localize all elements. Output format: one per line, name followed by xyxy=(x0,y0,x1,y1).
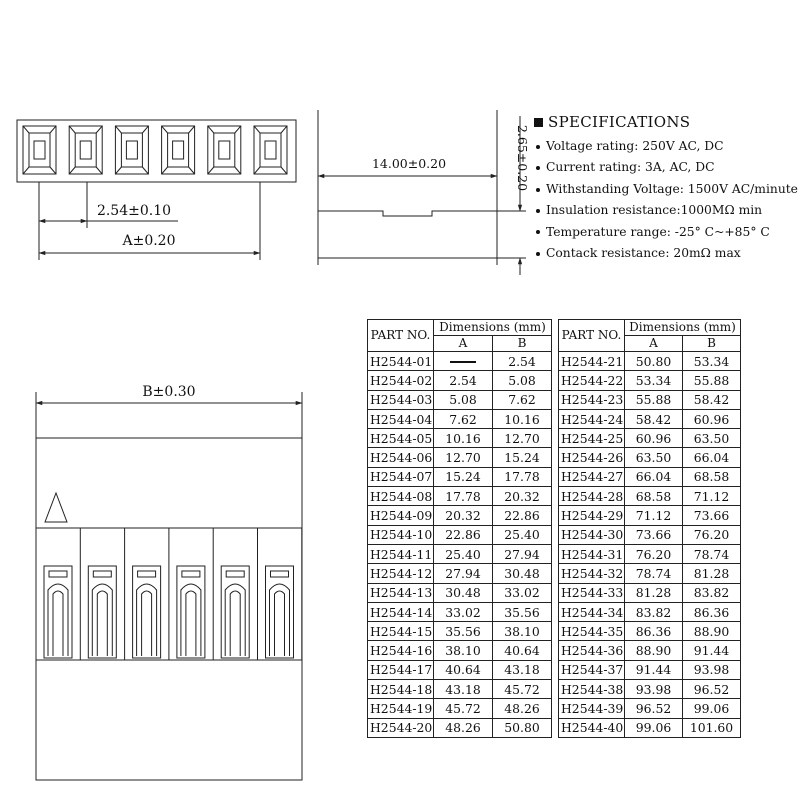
part-number-cell: H2544-12 xyxy=(368,564,434,583)
dimension-b-cell: 38.10 xyxy=(493,622,552,641)
part-number-cell: H2544-19 xyxy=(368,699,434,718)
dimension-a-cell: 73.66 xyxy=(625,525,683,544)
table-row xyxy=(559,390,741,409)
table-row xyxy=(559,680,741,699)
front-view-contact xyxy=(88,528,124,660)
spec-text: Current rating: 3A, AC, DC xyxy=(546,160,715,175)
square-bullet-icon xyxy=(534,118,543,127)
specifications-heading xyxy=(534,112,796,132)
table-row xyxy=(368,448,552,467)
dimension-a-cell: 25.40 xyxy=(434,544,493,563)
part-number-cell: H2544-31 xyxy=(559,544,625,563)
dimension-a-cell: 53.34 xyxy=(625,371,683,390)
dash-mark xyxy=(450,361,476,362)
dimension-b-cell: 22.86 xyxy=(493,506,552,525)
dimension-a-cell: 40.64 xyxy=(434,660,493,679)
part-number-cell: H2544-21 xyxy=(559,352,625,371)
bullet-icon xyxy=(536,188,540,192)
dimension-b-cell: 35.56 xyxy=(493,602,552,621)
top-view-pin-cavity xyxy=(208,126,241,174)
part-number-cell: H2544-17 xyxy=(368,660,434,679)
dimension-b-cell: 40.64 xyxy=(493,641,552,660)
table-row xyxy=(559,583,741,602)
part-number-cell: H2544-30 xyxy=(559,525,625,544)
dimension-b-cell: 33.02 xyxy=(493,583,552,602)
dimension-b-cell: 48.26 xyxy=(493,699,552,718)
table-row xyxy=(368,429,552,448)
dimension-a-cell: 58.42 xyxy=(625,409,683,428)
part-number-cell: H2544-06 xyxy=(368,448,434,467)
front-view-contact xyxy=(221,528,257,660)
part-no-header: PART NO. xyxy=(559,320,625,352)
part-number-cell: H2544-35 xyxy=(559,622,625,641)
table-row xyxy=(368,641,552,660)
dimension-b-cell: 20.32 xyxy=(493,487,552,506)
spec-item xyxy=(534,179,796,200)
table-row xyxy=(559,602,741,621)
table-row xyxy=(368,409,552,428)
pitch-label: 2.54±0.10 xyxy=(96,203,172,219)
dimension-a-cell: 22.86 xyxy=(434,525,493,544)
dimension-a-cell xyxy=(434,352,493,371)
bullet-icon xyxy=(536,209,540,213)
dimension-a-cell: 83.82 xyxy=(625,602,683,621)
dimension-a-cell: 43.18 xyxy=(434,680,493,699)
dimension-a-cell: 45.72 xyxy=(434,699,493,718)
pin-one-triangle xyxy=(45,493,67,522)
col-b-header: B xyxy=(683,336,741,352)
dimension-b-cell: 96.52 xyxy=(683,680,741,699)
part-number-cell: H2544-16 xyxy=(368,641,434,660)
part-number-cell: H2544-08 xyxy=(368,487,434,506)
table-row xyxy=(368,602,552,621)
table-row xyxy=(559,352,741,371)
table-row xyxy=(559,409,741,428)
dimension-a-cell: 55.88 xyxy=(625,390,683,409)
spec-item xyxy=(534,200,796,221)
dimension-b-cell: 10.16 xyxy=(493,409,552,428)
part-number-cell: H2544-03 xyxy=(368,390,434,409)
table-row xyxy=(559,564,741,583)
table-row xyxy=(368,699,552,718)
specifications-title: SPECIFICATIONS xyxy=(548,113,691,131)
part-number-cell: H2544-23 xyxy=(559,390,625,409)
table-row xyxy=(368,660,552,679)
dimension-b-cell: 71.12 xyxy=(683,487,741,506)
spec-item xyxy=(534,136,796,157)
top-view-pin-cavity xyxy=(69,126,102,174)
table-row xyxy=(368,583,552,602)
dimension-a-cell: 30.48 xyxy=(434,583,493,602)
dimensions-header: Dimensions (mm) xyxy=(434,320,552,336)
front-view xyxy=(36,384,302,780)
part-number-cell: H2544-11 xyxy=(368,544,434,563)
top-view-pin-cavity xyxy=(115,126,148,174)
front-view-contact xyxy=(44,528,80,660)
height-label: 2.65±0.20 xyxy=(515,124,530,192)
specifications-panel xyxy=(534,112,796,264)
table-row xyxy=(368,622,552,641)
dimension-a-cell: 15.24 xyxy=(434,467,493,486)
spec-text: Withstanding Voltage: 1500V AC/minute xyxy=(546,181,798,196)
front-view-pins xyxy=(44,528,302,660)
table-row xyxy=(559,718,741,737)
part-no-header: PART NO. xyxy=(368,320,434,352)
part-number-table-1 xyxy=(367,319,552,738)
dimension-b-cell: 50.80 xyxy=(493,718,552,737)
bullet-icon xyxy=(536,230,540,234)
dimension-b-cell: 83.82 xyxy=(683,583,741,602)
table-row xyxy=(368,680,552,699)
dimension-a-cell: 48.26 xyxy=(434,718,493,737)
front-view-contact xyxy=(177,528,213,660)
side-view-body xyxy=(318,211,497,258)
table-row xyxy=(559,641,741,660)
table-row xyxy=(368,506,552,525)
table-row xyxy=(559,487,741,506)
part-number-cell: H2544-26 xyxy=(559,448,625,467)
dimension-b-cell: 5.08 xyxy=(493,371,552,390)
dimension-a-cell: 20.32 xyxy=(434,506,493,525)
table-row xyxy=(368,544,552,563)
part-number-cell: H2544-09 xyxy=(368,506,434,525)
dimension-a-cell: 71.12 xyxy=(625,506,683,525)
bullet-icon xyxy=(536,252,540,256)
part-number-cell: H2544-01 xyxy=(368,352,434,371)
part-number-cell: H2544-37 xyxy=(559,660,625,679)
part-number-cell: H2544-04 xyxy=(368,409,434,428)
dimension-a-cell: 78.74 xyxy=(625,564,683,583)
dimension-a-cell: 96.52 xyxy=(625,699,683,718)
dimension-a-cell: 38.10 xyxy=(434,641,493,660)
dimension-b-cell: 60.96 xyxy=(683,409,741,428)
table-row xyxy=(559,525,741,544)
dimension-b-cell: 43.18 xyxy=(493,660,552,679)
table-row xyxy=(368,371,552,390)
dimension-a-cell: 12.70 xyxy=(434,448,493,467)
dimensions-header: Dimensions (mm) xyxy=(625,320,741,336)
dimension-a-cell: 91.44 xyxy=(625,660,683,679)
table-row xyxy=(559,544,741,563)
a-dimension-label: A±0.20 xyxy=(122,233,176,249)
part-number-cell: H2544-33 xyxy=(559,583,625,602)
dimension-a-cell: 68.58 xyxy=(625,487,683,506)
dimension-a-cell: 10.16 xyxy=(434,429,493,448)
front-view-contact xyxy=(266,528,302,660)
table-row xyxy=(559,448,741,467)
part-number-cell: H2544-29 xyxy=(559,506,625,525)
table-row xyxy=(368,352,552,371)
col-a-header: A xyxy=(625,336,683,352)
table-row xyxy=(368,487,552,506)
dimension-b-cell: 91.44 xyxy=(683,641,741,660)
part-number-cell: H2544-39 xyxy=(559,699,625,718)
dimension-b-cell: 93.98 xyxy=(683,660,741,679)
part-number-cell: H2544-07 xyxy=(368,467,434,486)
spec-item xyxy=(534,157,796,178)
table-row xyxy=(559,660,741,679)
table-row xyxy=(368,564,552,583)
dimension-b-cell: 30.48 xyxy=(493,564,552,583)
dimension-b-cell: 53.34 xyxy=(683,352,741,371)
part-number-cell: H2544-22 xyxy=(559,371,625,390)
dimension-b-cell: 25.40 xyxy=(493,525,552,544)
part-number-table-2 xyxy=(558,319,741,738)
top-view-pin-cavity xyxy=(254,126,287,174)
bullet-icon xyxy=(536,166,540,170)
dimension-b-cell: 45.72 xyxy=(493,680,552,699)
top-view-pin-cavity xyxy=(23,126,56,174)
table-row xyxy=(368,390,552,409)
table-row xyxy=(368,467,552,486)
table-row xyxy=(559,506,741,525)
col-b-header: B xyxy=(493,336,552,352)
table-row xyxy=(368,525,552,544)
part-number-cell: H2544-15 xyxy=(368,622,434,641)
part-number-cell: H2544-27 xyxy=(559,467,625,486)
part-number-cell: H2544-10 xyxy=(368,525,434,544)
spec-item xyxy=(534,222,796,243)
dimension-a-cell: 88.90 xyxy=(625,641,683,660)
dimension-b-cell: 66.04 xyxy=(683,448,741,467)
spec-item xyxy=(534,243,796,264)
dimension-a-cell: 2.54 xyxy=(434,371,493,390)
dimension-b-cell: 88.90 xyxy=(683,622,741,641)
part-number-cell: H2544-14 xyxy=(368,602,434,621)
dimension-a-cell: 35.56 xyxy=(434,622,493,641)
dimension-a-cell: 99.06 xyxy=(625,718,683,737)
table-row xyxy=(559,429,741,448)
dimension-a-cell: 63.50 xyxy=(625,448,683,467)
table-row xyxy=(559,622,741,641)
dimension-b-cell: 15.24 xyxy=(493,448,552,467)
dimension-b-cell: 27.94 xyxy=(493,544,552,563)
dimension-a-cell: 66.04 xyxy=(625,467,683,486)
dimension-b-cell: 7.62 xyxy=(493,390,552,409)
dimension-b-cell: 63.50 xyxy=(683,429,741,448)
front-view-contact xyxy=(133,528,169,660)
specifications-list xyxy=(534,136,796,264)
dimension-a-cell: 81.28 xyxy=(625,583,683,602)
top-view-pin-cavity xyxy=(162,126,195,174)
top-view-pins xyxy=(23,126,287,174)
part-number-cell: H2544-25 xyxy=(559,429,625,448)
dimension-b-cell: 58.42 xyxy=(683,390,741,409)
dimension-a-cell: 60.96 xyxy=(625,429,683,448)
spec-text: Insulation resistance:1000MΩ min xyxy=(546,203,763,218)
part-number-cell: H2544-13 xyxy=(368,583,434,602)
col-a-header: A xyxy=(434,336,493,352)
dimension-b-cell: 76.20 xyxy=(683,525,741,544)
spec-text: Temperature range: -25° C~+85° C xyxy=(546,224,770,239)
spec-text: Contack resistance: 20mΩ max xyxy=(546,246,741,261)
table-row xyxy=(368,718,552,737)
part-number-cell: H2544-05 xyxy=(368,429,434,448)
part-number-cell: H2544-34 xyxy=(559,602,625,621)
part-number-cell: H2544-18 xyxy=(368,680,434,699)
dimension-b-cell: 73.66 xyxy=(683,506,741,525)
table-row xyxy=(559,699,741,718)
dimension-b-cell: 68.58 xyxy=(683,467,741,486)
b-dimension-label: B±0.30 xyxy=(142,384,196,400)
side-view xyxy=(318,110,530,275)
dimension-b-cell: 78.74 xyxy=(683,544,741,563)
part-number-cell: H2544-38 xyxy=(559,680,625,699)
top-view xyxy=(17,120,296,260)
part-number-cell: H2544-02 xyxy=(368,371,434,390)
dimension-b-cell: 55.88 xyxy=(683,371,741,390)
bullet-icon xyxy=(536,145,540,149)
dimension-b-cell: 17.78 xyxy=(493,467,552,486)
dimension-a-cell: 27.94 xyxy=(434,564,493,583)
dimension-a-cell: 76.20 xyxy=(625,544,683,563)
part-number-cell: H2544-28 xyxy=(559,487,625,506)
dimension-a-cell: 7.62 xyxy=(434,409,493,428)
dimension-b-cell: 86.36 xyxy=(683,602,741,621)
dimension-a-cell: 5.08 xyxy=(434,390,493,409)
dimension-b-cell: 12.70 xyxy=(493,429,552,448)
dimension-b-cell: 2.54 xyxy=(493,352,552,371)
dimension-a-cell: 93.98 xyxy=(625,680,683,699)
dimension-a-cell: 50.80 xyxy=(625,352,683,371)
dimension-b-cell: 101.60 xyxy=(683,718,741,737)
part-number-cell: H2544-36 xyxy=(559,641,625,660)
spec-text: Voltage rating: 250V AC, DC xyxy=(546,139,724,153)
dimension-a-cell: 33.02 xyxy=(434,602,493,621)
part-number-cell: H2544-40 xyxy=(559,718,625,737)
table-row xyxy=(559,467,741,486)
part-number-cell: H2544-32 xyxy=(559,564,625,583)
dimension-a-cell: 17.78 xyxy=(434,487,493,506)
part-number-cell: H2544-24 xyxy=(559,409,625,428)
table-row xyxy=(559,371,741,390)
length-label: 14.00±0.20 xyxy=(371,156,447,171)
part-number-cell: H2544-20 xyxy=(368,718,434,737)
dimension-a-cell: 86.36 xyxy=(625,622,683,641)
dimension-b-cell: 99.06 xyxy=(683,699,741,718)
dimension-b-cell: 81.28 xyxy=(683,564,741,583)
